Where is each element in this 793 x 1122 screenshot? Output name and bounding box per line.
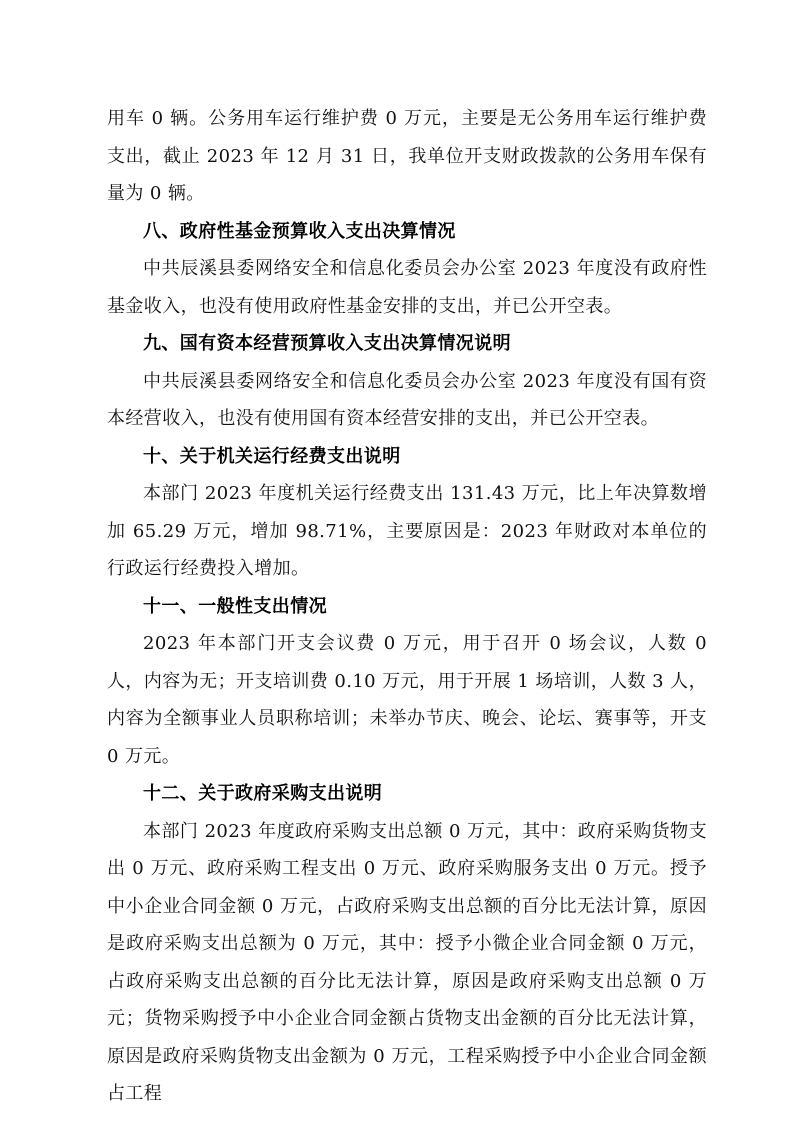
paragraph-general-expenses: 2023 年本部门开支会议费 0 万元，用于召开 0 场会议，人数 0 人，内容为无；开支培训费 0.10 万元，用于开展 1 场培训，人数 3 人，内容为全额事业人员职称培训；未举办节庆、晚会、论坛、赛事等，开支 0 万元。: [107, 633, 707, 767]
paragraph-procurement: 本部门 2023 年度政府采购支出总额 0 万元，其中：政府采购货物支出 0 万元、政府采购工程支出 0 万元、政府采购服务支出 0 万元。授予中小企业合同金额 0 万元，占政府采购支出总额的百分比无法计算，原因是政府采购支出总额为 0 万元，其中：授予小微企业合同金额 0 万元，占政府采购支出总额的百分比无法计算，原因是政府采购支出总额 0 万元；货物采购授予中小企业合同金额占货物支出金额的百分比无法计算，原因是政府采购货物支出金额为 0 万元，工程采购授予中小企业合同金额占工程: [107, 820, 707, 1104]
heading-government-fund: 八、政府性基金预算收入支出决算情况: [143, 220, 456, 242]
heading-state-capital: 九、国有资本经营预算收入支出决算情况说明: [143, 333, 511, 354]
heading-operating-expenses: 十、关于机关运行经费支出说明: [143, 445, 401, 467]
document-body: [107, 100, 707, 1113]
heading-general-expenses: 十一、一般性支出情况: [143, 595, 327, 617]
paragraph-vehicle-costs: 用车 0 辆。公务用车运行维护费 0 万元，主要是无公务用车运行维护费支出，截止 2023 年 12 月 31 日，我单位开支财政拨款的公务用车保有量为 0 辆。: [107, 108, 707, 204]
heading-procurement: 十二、关于政府采购支出说明: [143, 783, 383, 804]
paragraph-state-capital: 中共辰溪县委网络安全和信息化委员会办公室 2023 年度没有国有资本经营收入，也没有使用国有资本经营安排的支出，并已公开空表。: [107, 370, 707, 429]
paragraph-operating-expenses: 本部门 2023 年度机关运行经费支出 131.43 万元，比上年决算数增加 65.29 万元，增加 98.71%，主要原因是：2023 年财政对本单位的行政运行经费投入增加。: [107, 483, 707, 579]
paragraph-government-fund: 中共辰溪县委网络安全和信息化委员会办公室 2023 年度没有政府性基金收入，也没有使用政府性基金安排的支出，并已公开空表。: [107, 258, 707, 317]
